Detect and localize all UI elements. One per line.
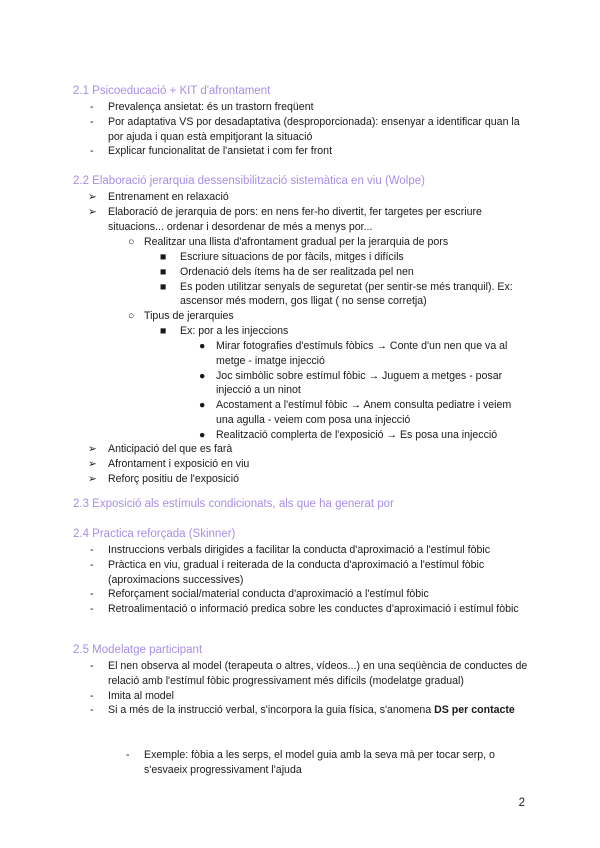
arrowhead-bullet-icon: ➢ — [88, 472, 97, 485]
arrowhead-bullet-icon: ➢ — [88, 457, 97, 470]
dot-bullet-icon: ● — [199, 399, 206, 412]
sublist-2-2-b — [128, 309, 524, 324]
list-item: ● Acostament a l'estímul fòbic → Anem consulta pediatre i veiem una agulla - veiem com posa una injecció — [199, 399, 512, 426]
list-item: ➢ Elaboració de jerarquia de pors: en nens fer-ho divertit, fer targetes per escriure situacions... ordenar i desordenar de més a menys por... — [88, 205, 482, 233]
list-item: - Por adaptativa VS por desadaptativa (desproporcionada): ensenyar a identificar quan la por ajuda i quan està empitjorant la situació — [90, 115, 520, 143]
section-heading-2-5: 2.5 Modelatge participant — [73, 644, 203, 656]
page-number: 2 — [518, 797, 525, 809]
sublist-2-2-b-items — [160, 324, 525, 339]
section-heading-2-2: 2.2 Elaboració jerarquia dessensibilització sistemàtica en viu (Wolpe) — [73, 175, 425, 187]
list-item: - Pràctica en viu, gradual i reiterada de la conducta d'aproximació a l'estímul fòbic (aproximacions successives) — [90, 558, 485, 586]
sublist-2-2-a-items — [160, 250, 525, 309]
list-item: ➢ Entrenament en relaxació — [88, 191, 229, 203]
list-item: ■ Ex: por a les injeccions — [160, 325, 289, 337]
list-item: - Si a més de la instrucció verbal, s'incorpora la guia física, s'anomena DS per contacte — [90, 704, 515, 717]
list-item: ● Joc simbòlic sobre estímul fòbic → Juguem a metges - posar injecció a un ninot — [199, 369, 503, 397]
list-item: ○ Realitzar una llista d'afrontament gradual per la jerarquia de pors — [128, 236, 449, 248]
square-bullet-icon: ■ — [160, 325, 167, 337]
square-bullet-icon: ■ — [160, 265, 167, 278]
list-item: ■ Es poden utilitzar senyals de seguretat (per sentir-se més tranquil). Ex: ascensor més modern, gos lligat ( no sense corretja) — [160, 280, 513, 308]
list-2-2-end — [88, 442, 528, 486]
section-heading-2-3: 2.3 Exposició als estímuls condicionats, als que ha generat por — [73, 498, 394, 510]
list-item: ○ Tipus de jerarquies — [128, 310, 234, 322]
list-item: ➢ Reforç positiu de l'exposició — [88, 472, 239, 485]
examples-list — [199, 339, 526, 443]
list-item: - Imita al model — [90, 689, 174, 702]
circle-bullet-icon: ○ — [128, 236, 135, 248]
section-heading-2-4: 2.4 Practica reforçada (Skinner) — [73, 528, 236, 540]
list-item: - Exemple: fòbia a les serps, el model guia amb la seva mà per tocar serp, o s'esvaeix progressivament l'ajuda — [126, 749, 495, 776]
list-item: ➢ Anticipació del que es farà — [88, 443, 233, 455]
list-item: ● Mirar fotografies d'estímuls fòbics → Conte d'un nen que va al metge - imatge injecció — [199, 340, 508, 367]
list-2-4 — [90, 543, 528, 617]
list-2-2 — [88, 190, 528, 234]
list-item: - Retroalimentació o informació predica sobre les conductes d'aproximació i estímul fòbic — [90, 603, 519, 616]
arrowhead-bullet-icon: ➢ — [88, 443, 97, 455]
dot-bullet-icon: ● — [199, 369, 206, 382]
list-item: - El nen observa al model (terapeuta o altres, vídeos...) en una seqüència de conductes de relació amb l'estímul fòbic progressivament més difícils (modelatge gradual) — [90, 660, 528, 687]
sublist-2-5 — [126, 748, 529, 778]
section-heading-2-1: 2.1 Psicoeducació + KIT d'afrontament — [73, 85, 271, 97]
arrowhead-bullet-icon: ➢ — [88, 191, 97, 203]
square-bullet-icon: ■ — [160, 251, 167, 263]
list-item: - Prevalença ansietat: és un trastorn freqüent — [90, 101, 314, 113]
bold-term: DS per contacte — [434, 704, 515, 717]
sublist-2-2-a — [128, 235, 524, 250]
arrowhead-bullet-icon: ➢ — [88, 205, 97, 218]
dot-bullet-icon: ● — [199, 340, 206, 352]
list-item: - Instruccions verbals dirigides a facilitar la conducta d'aproximació a l'estímul fòbic — [90, 544, 491, 556]
list-item: ➢ Afrontament i exposició en viu — [88, 457, 250, 470]
list-item: - Explicar funcionalitat de l'ansietat i com fer front — [90, 145, 333, 158]
list-item: ■ Escriure situacions de por fàcils, mitges i difícils — [160, 251, 404, 263]
list-2-5 — [90, 659, 528, 718]
list-item: ● Realització complerta de l'exposició → Es posa una injecció — [199, 428, 498, 441]
square-bullet-icon: ■ — [160, 280, 167, 293]
list-item: ■ Ordenació dels ítems ha de ser realitzada pel nen — [160, 265, 414, 278]
circle-bullet-icon: ○ — [128, 310, 135, 322]
list-2-1 — [90, 100, 528, 159]
dot-bullet-icon: ● — [199, 428, 206, 441]
list-item: - Reforçament social/material conducta d'aproximació a l'estímul fòbic — [90, 588, 429, 601]
